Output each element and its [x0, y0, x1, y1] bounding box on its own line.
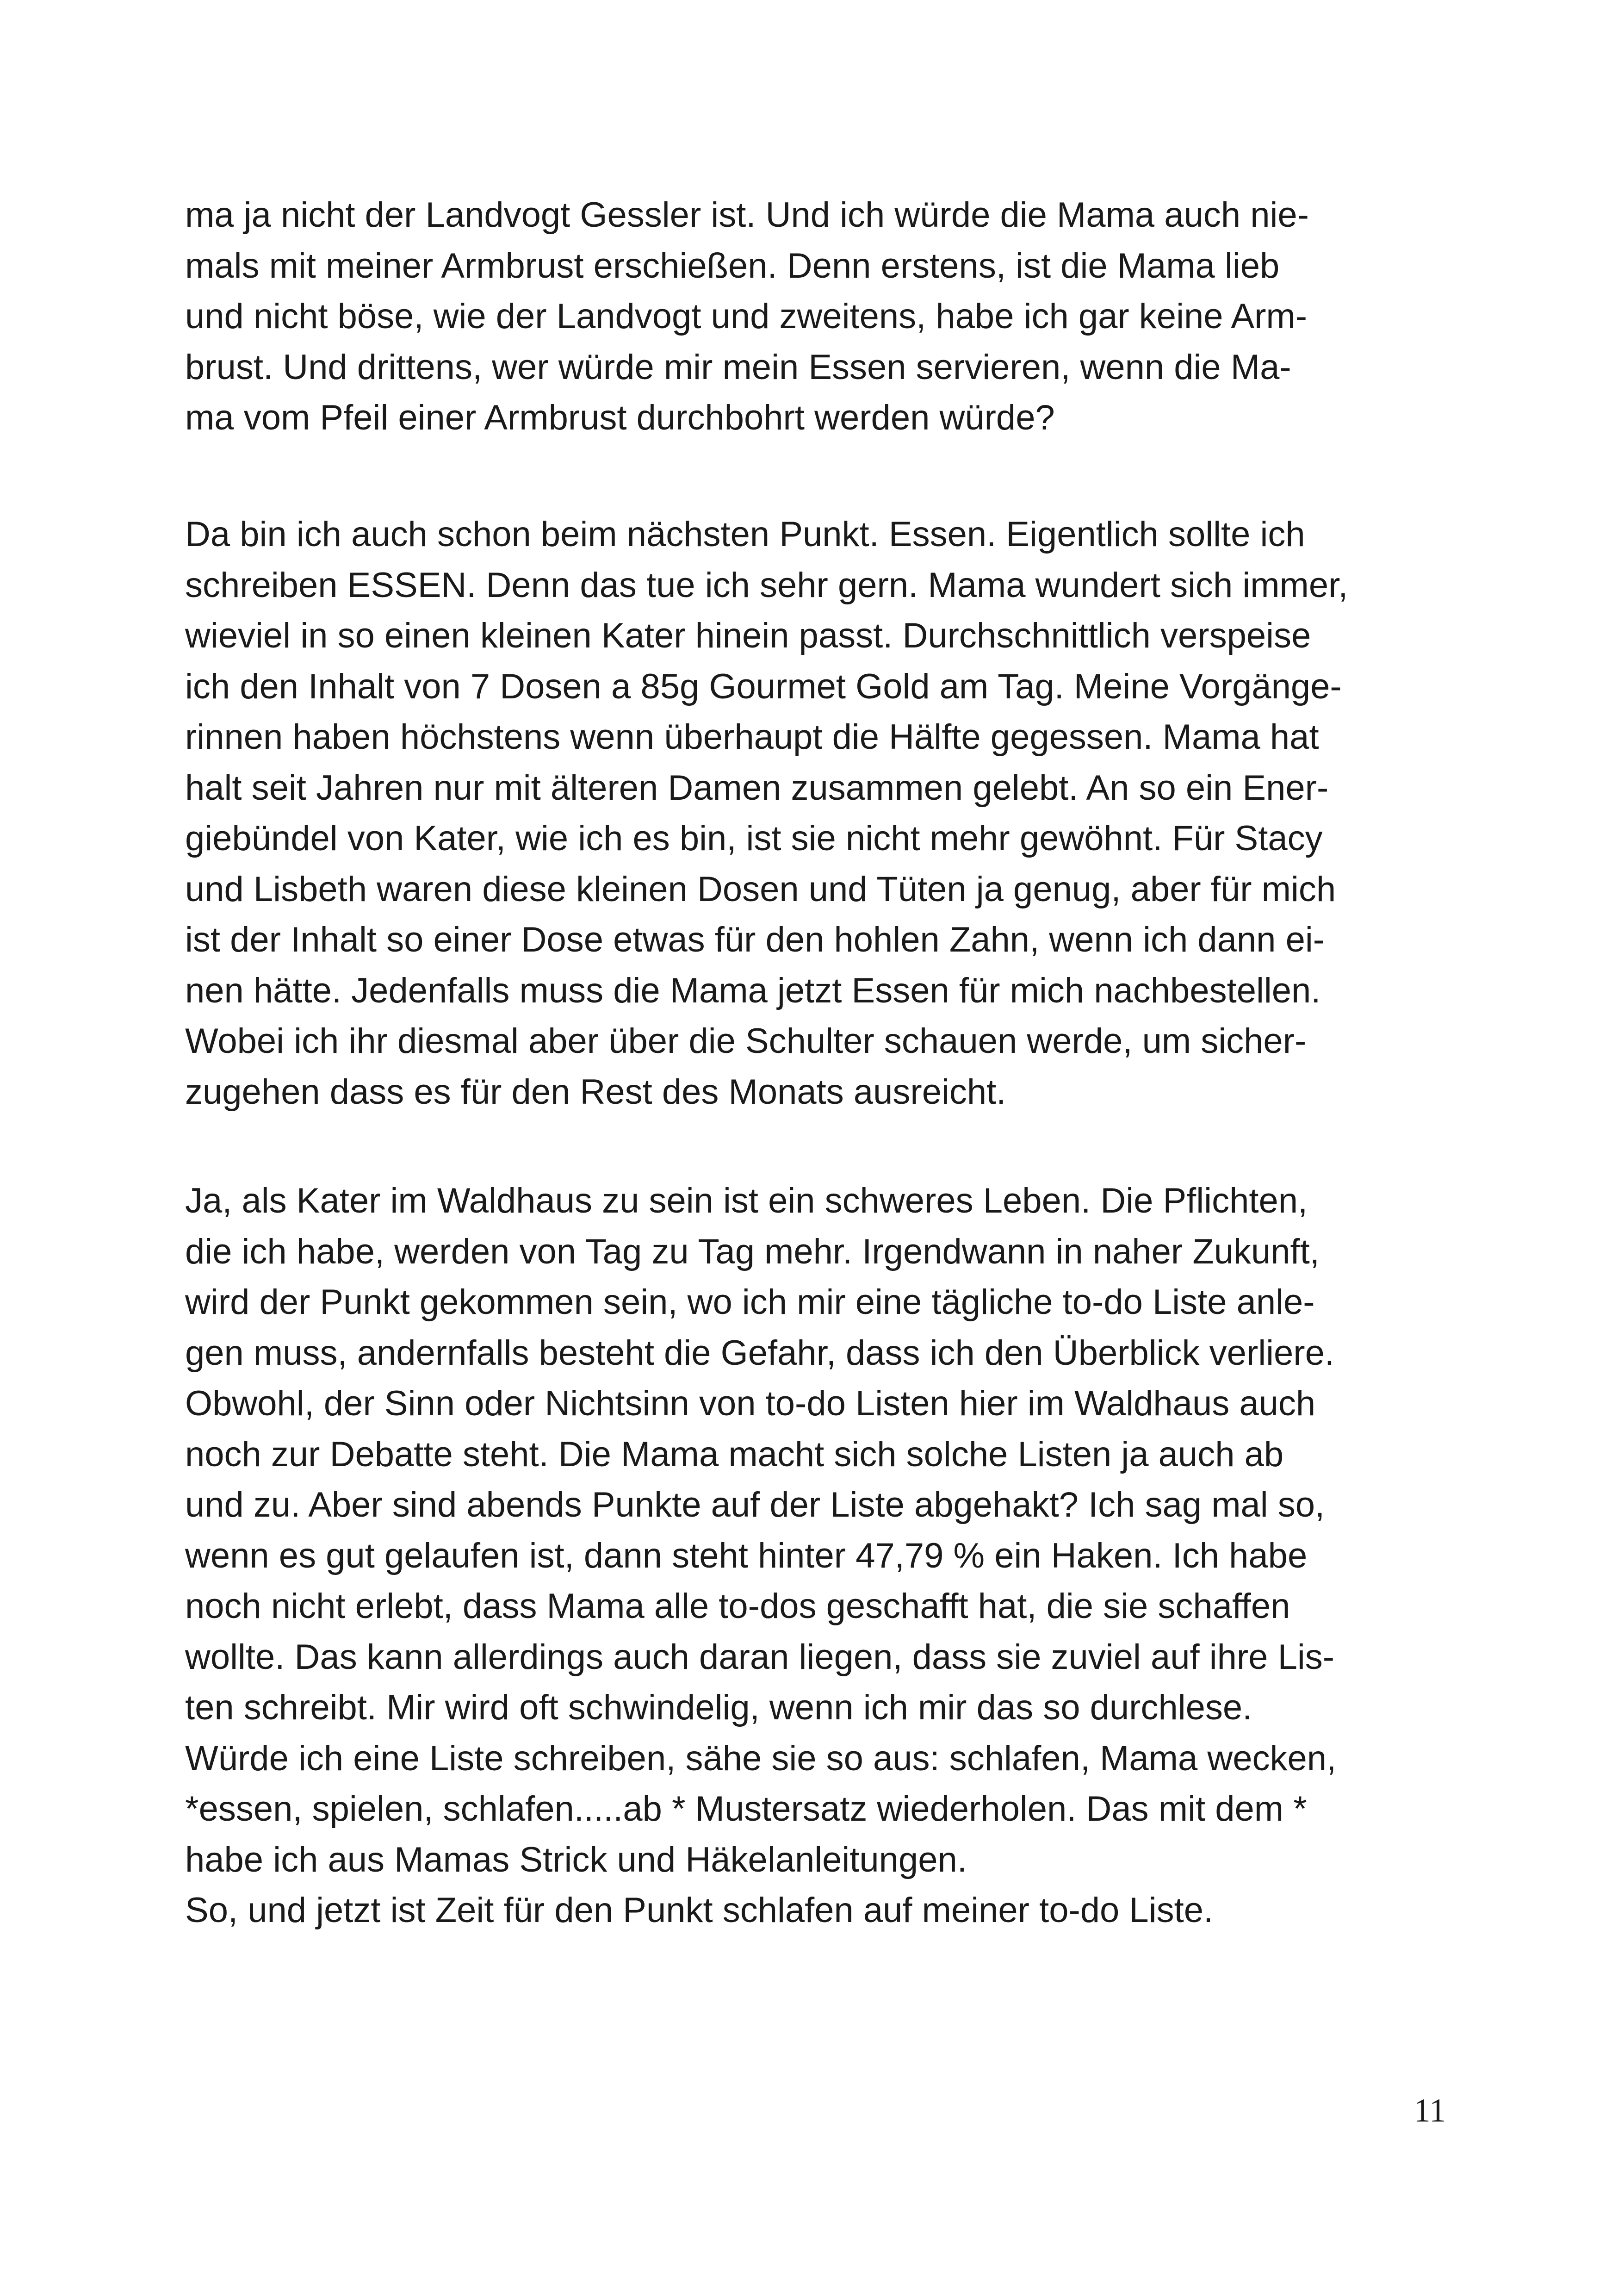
text-line: halt seit Jahren nur mit älteren Damen zusammen gelebt. An so ein Ener- — [185, 768, 1329, 808]
text-line: Da bin ich auch schon beim nächsten Punkt. Essen. Eigentlich sollte ich — [185, 515, 1305, 554]
text-line: und Lisbeth waren diese kleinen Dosen und Tüten ja genug, aber für mich — [185, 869, 1336, 909]
text-line: wenn es gut gelaufen ist, dann steht hinter 47,79 % ein Haken. Ich habe — [185, 1536, 1308, 1575]
text-line: schreiben ESSEN. Denn das tue ich sehr gern. Mama wundert sich immer, — [185, 565, 1348, 605]
text-line: wollte. Das kann allerdings auch daran liegen, dass sie zuviel auf ihre Lis- — [185, 1637, 1335, 1677]
text-line: zugehen dass es für den Rest des Monats ausreicht. — [185, 1072, 1006, 1112]
text-line: wird der Punkt gekommen sein, wo ich mir eine tägliche to-do Liste anle- — [185, 1282, 1315, 1322]
text-line: ma ja nicht der Landvogt Gessler ist. Und ich würde die Mama auch nie- — [185, 195, 1309, 235]
text-line: Ja, als Kater im Waldhaus zu sein ist ein schweres Leben. Die Pflichten, — [185, 1181, 1308, 1220]
text-line: Würde ich eine Liste schreiben, sähe sie so aus: schlafen, Mama wecken, — [185, 1738, 1337, 1778]
text-line: ten schreibt. Mir wird oft schwindelig, wenn ich mir das so durchlese. — [185, 1688, 1252, 1727]
text-line: wieviel in so einen kleinen Kater hinein passt. Durchschnittlich verspeise — [185, 616, 1311, 655]
text-line: habe ich aus Mamas Strick und Häkelanleitungen. — [185, 1840, 967, 1879]
text-line: Obwohl, der Sinn oder Nichtsinn von to-do Listen hier im Waldhaus auch — [185, 1384, 1316, 1423]
text-line: und nicht böse, wie der Landvogt und zweitens, habe ich gar keine Arm- — [185, 297, 1308, 336]
text-line: giebündel von Kater, wie ich es bin, ist sie nicht mehr gewöhnt. Für Stacy — [185, 819, 1323, 858]
text-line: mals mit meiner Armbrust erschießen. Denn erstens, ist die Mama lieb — [185, 246, 1280, 286]
text-line: So, und jetzt ist Zeit für den Punkt schlafen auf meiner to-do Liste. — [185, 1891, 1214, 1930]
text-line: nen hätte. Jedenfalls muss die Mama jetzt Essen für mich nachbestellen. — [185, 971, 1321, 1010]
text-line: brust. Und drittens, wer würde mir mein Essen servieren, wenn die Ma- — [185, 347, 1291, 387]
page-number: 11 — [1413, 2092, 1446, 2129]
text-line: ma vom Pfeil einer Armbrust durchbohrt werden würde? — [185, 398, 1055, 437]
text-line: ich den Inhalt von 7 Dosen a 85g Gourmet Gold am Tag. Meine Vorgänge- — [185, 666, 1342, 706]
text-line: rinnen haben höchstens wenn überhaupt die Hälfte gegessen. Mama hat — [185, 717, 1319, 757]
text-line: gen muss, andernfalls besteht die Gefahr, dass ich den Überblick verliere. — [185, 1333, 1334, 1373]
text-line: Wobei ich ihr diesmal aber über die Schulter schauen werde, um sicher- — [185, 1021, 1307, 1061]
text-line: noch zur Debatte steht. Die Mama macht sich solche Listen ja auch ab — [185, 1434, 1284, 1474]
text-line: *essen, spielen, schlafen.....ab * Mustersatz wiederholen. Das mit dem * — [185, 1789, 1307, 1829]
text-line: und zu. Aber sind abends Punkte auf der Liste abgehakt? Ich sag mal so, — [185, 1485, 1325, 1524]
text-line: noch nicht erlebt, dass Mama alle to-dos geschafft hat, die sie schaffen — [185, 1587, 1290, 1626]
text-line: ist der Inhalt so einer Dose etwas für den hohlen Zahn, wenn ich dann ei- — [185, 920, 1325, 959]
text-line: die ich habe, werden von Tag zu Tag mehr. Irgendwann in naher Zukunft, — [185, 1232, 1320, 1271]
